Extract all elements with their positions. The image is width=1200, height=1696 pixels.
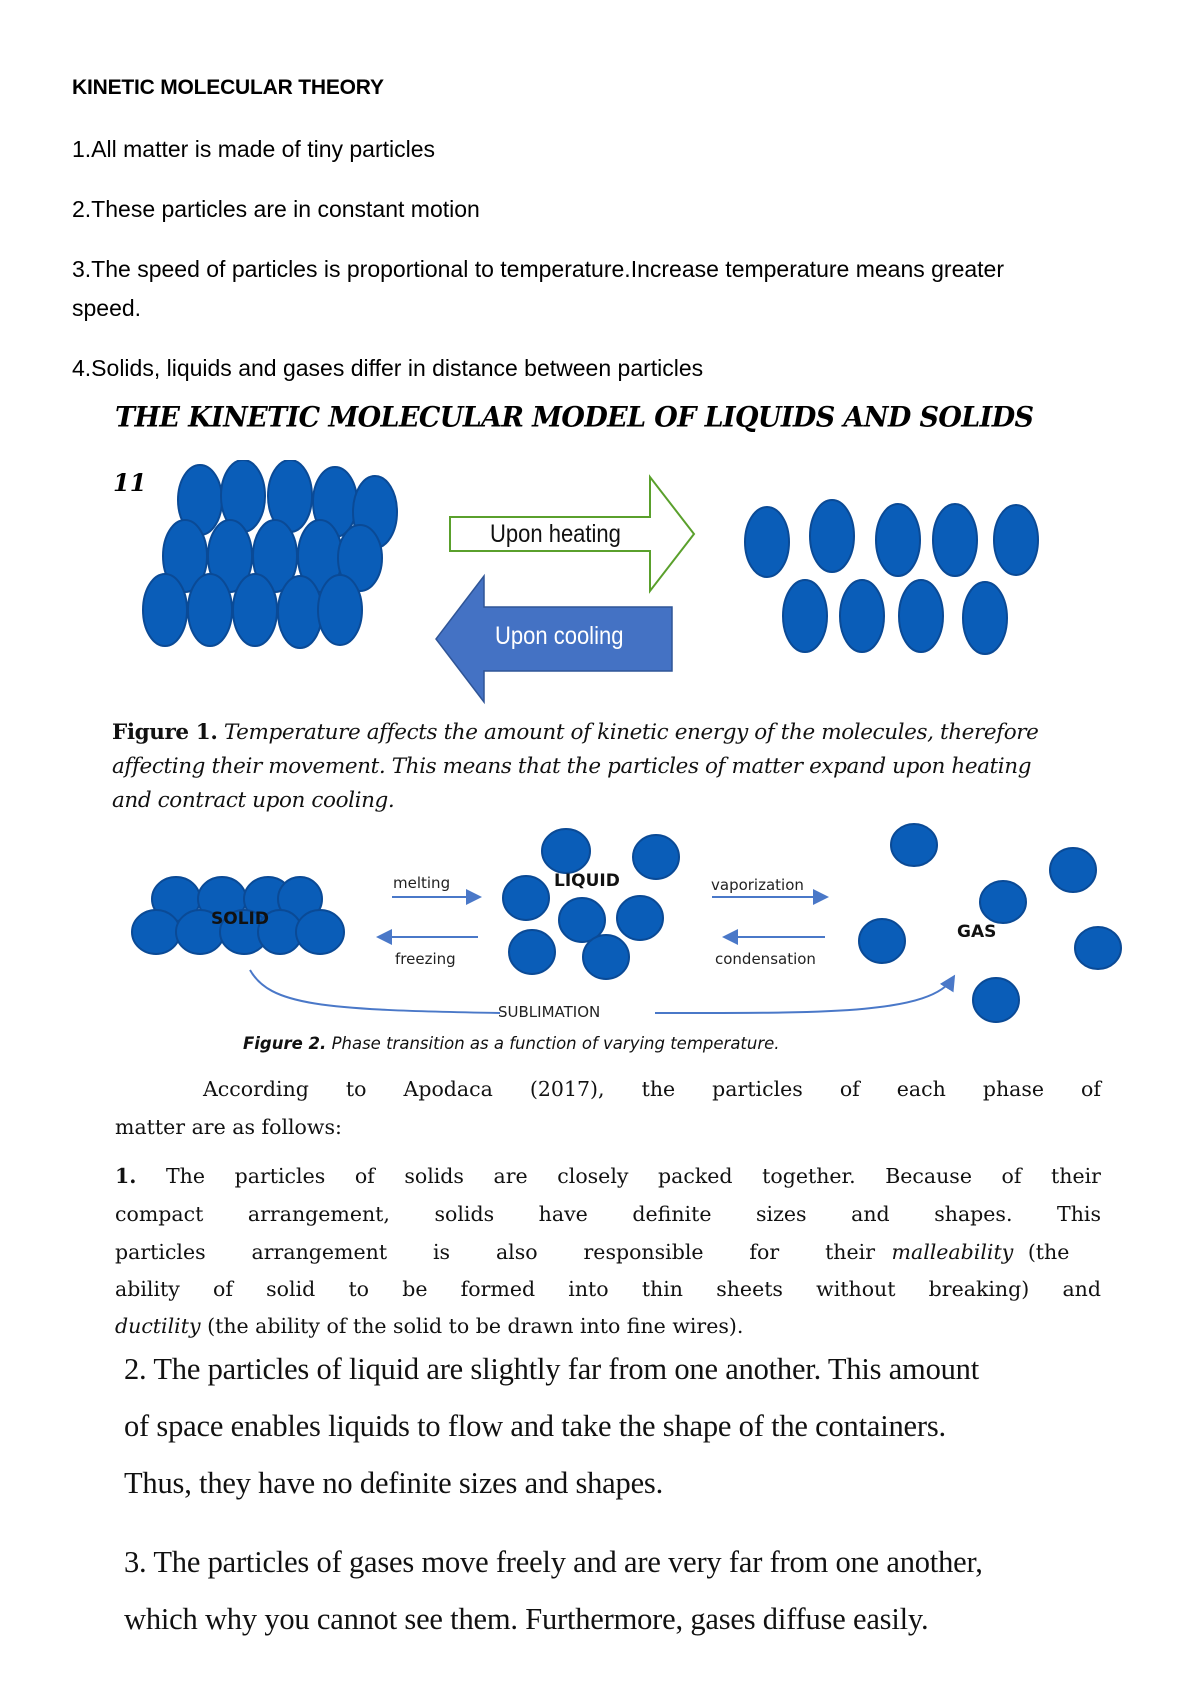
item-1-text-2: compact arrangement, solids have definite sizes and shapes. This <box>115 1202 1101 1226</box>
heating-label: Upon heating <box>490 520 621 548</box>
malleability-after: (the <box>1027 1240 1070 1264</box>
item-1-number: 1. <box>115 1164 137 1188</box>
figure-1-diagram <box>0 460 1200 710</box>
item-1-text-4: ability of solid to be formed into thin sheets without breaking) and <box>115 1277 1101 1301</box>
ductility-term: ductility <box>115 1314 201 1338</box>
particle <box>143 574 187 646</box>
solid-particle-cluster <box>143 460 397 648</box>
paragraph-3-line-1: 3. The particles of gases move freely and are very far from one another, <box>124 1545 983 1579</box>
sublimation-curve-right <box>655 978 953 1013</box>
figure-1-number: 11 <box>113 468 147 497</box>
particle <box>233 574 277 646</box>
particle <box>278 576 322 648</box>
point-3-continued: speed. <box>72 295 142 321</box>
item-1-line-4 <box>115 1277 1101 1301</box>
figure-1-caption-line-1 <box>112 720 1038 745</box>
point-1: 1.All matter is made of tiny particles <box>72 136 436 162</box>
figure-2-caption-text: Phase transition as a function of varying temperature. <box>331 1034 780 1053</box>
figure-1-caption-text: Temperature affects the amount of kinetic energy of the molecules, therefore <box>223 720 1039 745</box>
intro-line-2: matter are as follows: <box>115 1115 342 1139</box>
item-1-text-1-body: The particles of solids are closely packed together. Because of their <box>166 1164 1101 1188</box>
figure-2-caption-label: Figure 2. <box>243 1034 327 1053</box>
item-1-line-1 <box>115 1164 1101 1188</box>
figure-1-caption-label: Figure 1. <box>112 720 218 745</box>
cooling-label: Upon cooling <box>495 622 624 650</box>
particle <box>840 580 884 652</box>
paragraph-2-line-1: 2. The particles of liquid are slightly far from one another. This amount <box>124 1352 980 1386</box>
point-3: 3.The speed of particles is proportional to temperature.Increase temperature means greater <box>72 256 1004 282</box>
particle <box>188 574 232 646</box>
sublimation-curve-left <box>250 970 500 1013</box>
item-1-line-3 <box>115 1240 1069 1264</box>
sublimation-label: SUBLIMATION <box>498 1003 601 1021</box>
page-title: KINETIC MOLECULAR THEORY <box>72 76 384 99</box>
solid-label: SOLID <box>211 909 269 929</box>
item-1-line-2 <box>115 1202 1101 1226</box>
particle <box>933 504 977 576</box>
freezing-label: freezing <box>395 950 456 968</box>
particle <box>899 580 943 652</box>
particle <box>318 575 362 645</box>
condensation-label: condensation <box>715 950 816 968</box>
melting-label: melting <box>393 874 451 892</box>
figure-1-title: THE KINETIC MOLECULAR MODEL OF LIQUIDS AND SOLIDS <box>115 401 1034 434</box>
malleability-term: malleability <box>891 1240 1014 1264</box>
particle <box>745 507 789 577</box>
paragraph-2-line-3: Thus, they have no definite sizes and shapes. <box>124 1466 664 1500</box>
intro-line-1 <box>203 1077 1101 1101</box>
particle <box>783 580 827 652</box>
particle <box>994 505 1038 575</box>
figure-1-caption-line-2: affecting their movement. This means that the particles of matter expand upon heating <box>112 754 1032 779</box>
particle <box>876 504 920 576</box>
figure-1-caption-line-3: and contract upon cooling. <box>112 788 395 813</box>
paragraph-2-line-2: of space enables liquids to flow and take the shape of the containers. <box>124 1409 946 1443</box>
item-1-line-5 <box>115 1314 743 1338</box>
vaporization-label: vaporization <box>711 876 804 894</box>
point-4: 4.Solids, liquids and gases differ in distance between particles <box>72 355 704 381</box>
particle <box>963 582 1007 654</box>
figure-2-diagram <box>0 820 1200 1030</box>
liquid-label: LIQUID <box>554 871 620 891</box>
item-1-text-1 <box>115 1164 1101 1188</box>
point-2: 2.These particles are in constant motion <box>72 196 480 222</box>
item-1-text-5: (the ability of the solid to be drawn into fine wires). <box>207 1314 744 1338</box>
intro-text-1: According to Apodaca (2017), the particles of each phase of <box>203 1077 1101 1101</box>
figure-2-caption <box>243 1034 780 1053</box>
particle <box>810 500 854 572</box>
liquid-particles <box>503 829 679 979</box>
paragraph-3-line-2: which why you cannot see them. Furthermore, gases diffuse easily. <box>124 1602 929 1636</box>
liquid-particle-cluster <box>745 500 1038 654</box>
item-1-text-3: particles arrangement is also responsible for their <box>115 1240 875 1264</box>
gas-label: GAS <box>957 922 997 942</box>
